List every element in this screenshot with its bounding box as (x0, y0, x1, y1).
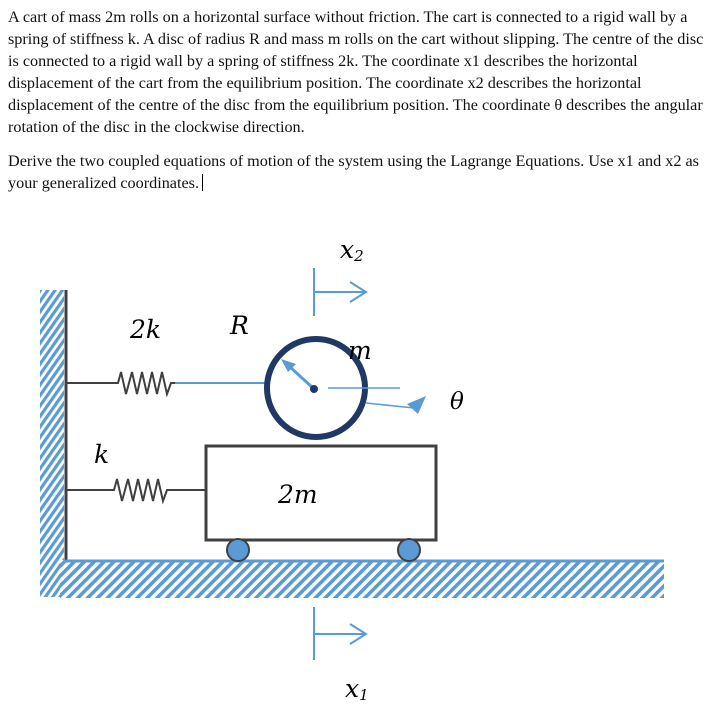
wall-hatching (40, 290, 64, 597)
disc-mass-label: m (348, 336, 372, 365)
task-text: Derive the two coupled equations of motion of the system using the Lagrange Equations. Use x1 and x2 as your generalized coordinates. (8, 152, 699, 192)
rotation-arrow (366, 403, 414, 408)
cart-wheel-left (227, 539, 249, 561)
cart-mass-label: 2m (278, 480, 318, 509)
problem-paragraph: A cart of mass 2m rolls on a horizontal surface without friction. The cart is connected to a rigid wall by a spring of stiffness k. A disc of radius R and mass m rolls on the cart without slipping. The centre of the disc is connected to a rigid wall by a spring of stiffness 2k. The coordinate x1 describes the horizontal displacement of the cart from the equilibrium position. The coordinate x2 describes the horizontal displacement of the centre of the disc from the equilibrium position. The coordinate θ describes the angular rotation of the disc in the clockwise direction. (8, 8, 704, 136)
lower-spring (66, 479, 206, 501)
cart-wheel-right (398, 539, 420, 561)
disc-centre (310, 385, 318, 393)
cart (206, 446, 436, 540)
theta-label: θ (450, 389, 464, 415)
lower-spring-label: k (94, 440, 110, 469)
x1-label-sub: 1 (359, 686, 369, 704)
x1-label (345, 674, 369, 704)
x2-label-base: x (340, 235, 355, 264)
x1-label-base: x (345, 674, 360, 703)
x2-label (340, 235, 364, 265)
x2-label-sub: 2 (354, 247, 364, 265)
upper-spring-label: 2k (130, 315, 162, 344)
ground-hatching (60, 560, 664, 598)
rotation-arrowhead (407, 396, 426, 414)
upper-spring (66, 372, 175, 394)
radius-label: R (230, 311, 249, 340)
